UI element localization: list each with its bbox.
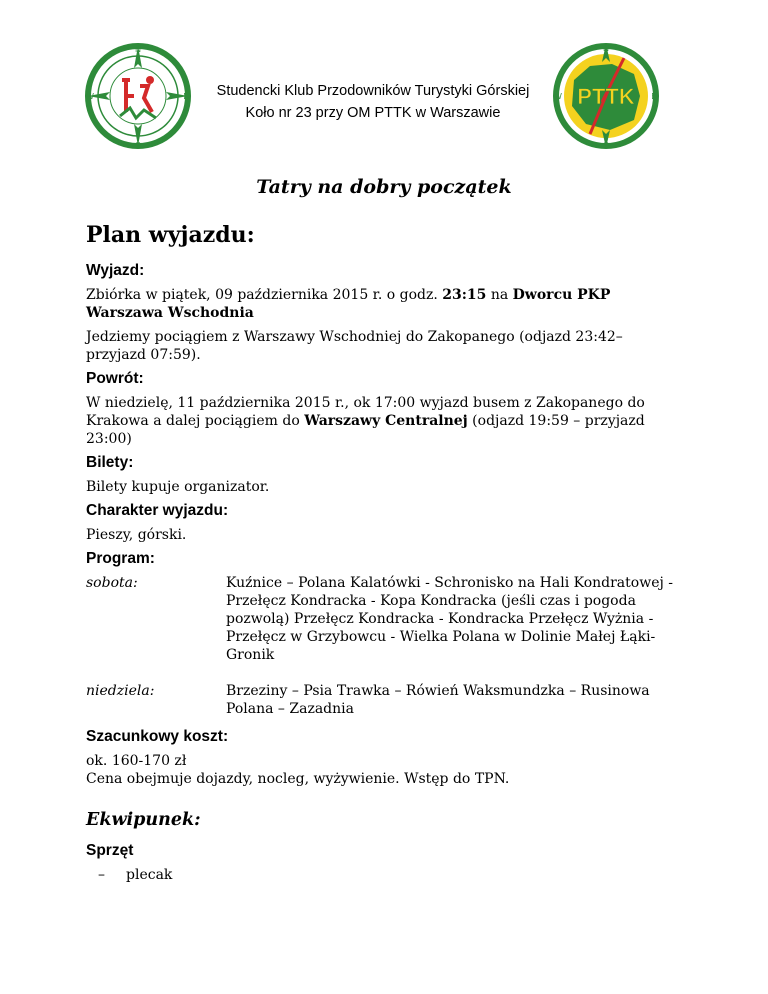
document-title: Tatry na dobry początek [256,176,512,198]
list-dash: – [98,867,105,883]
section-bilety [86,454,686,496]
powrot-text [86,394,686,448]
koszt-heading: Szacunkowy koszt: [86,728,229,745]
koszt-amount: ok. 160-170 zł [86,753,187,769]
powrot-text-suffix: (odjazd 19:59 – przyjazd 23:00) [86,413,645,447]
wyjazd-meeting-text [86,286,686,322]
program-route: Brzeziny – Psia Trawka – Rówień Waksmundzka – Rusinowa Polana – Zazadnia [226,683,650,717]
skpg-club-logo-icon [82,40,194,152]
pttk-mark: PTTK [577,84,635,109]
powrot-heading: Powrót: [86,370,144,387]
wyjazd-train-text: Jedziemy pociągiem z Warszawy Wschodniej do Zakopanego (odjazd 23:42– przyjazd 07:59). [86,329,623,363]
program-route: Kuźnice – Polana Kalatówki - Schronisko na Hali Kondratowej - Przełęcz Kondracka - Kopa Kondracka (jeśli czas i pogoda pozwolą) Przełęcz Kondracka - Kondracka Przełęcz Wyżnia - Przełęcz w Grzybowcu - Wielka Polana w Dolinie Małej Łąki- Gronik [226,575,674,663]
koszt-includes: Cena obejmuje dojazdy, nocleg, wyżywienie. Wstęp do TPN. [86,771,510,787]
svg-text:S: S [135,141,141,150]
plan-heading: Plan wyjazdu: [86,222,255,248]
club-name: Studencki Klub Przodowników Turystyki Górskiej [216,83,530,99]
club-branch: Koło nr 23 przy OM PTTK w Warszawie [245,105,501,121]
bilety-heading: Bilety: [86,454,134,471]
svg-text:W: W [86,92,94,101]
charakter-text: Pieszy, górski. [86,527,187,543]
section-charakter [86,502,686,544]
charakter-heading: Charakter wyjazdu: [86,502,229,519]
wyjazd-heading: Wyjazd: [86,262,145,279]
program-row [86,682,686,718]
svg-text:S: S [603,141,609,150]
program-heading: Program: [86,550,155,567]
club-header [196,80,550,124]
program-day: niedziela: [86,683,155,699]
program-day: sobota: [86,575,138,591]
bilety-text: Bilety kupuje organizator. [86,479,270,495]
wyjazd-meeting-prefix: Zbiórka w piątek, 09 października 2015 r. o godz. [86,287,443,303]
svg-text:W: W [554,92,562,101]
return-station: Warszawy Centralnej [304,413,468,429]
svg-text:E: E [183,92,189,101]
wyjazd-meeting-on: na [486,287,513,303]
svg-text:N: N [135,45,141,54]
section-koszt [86,728,686,788]
meeting-time: 23:15 [442,287,487,303]
meeting-place: Dworcu PKP Warszawa Wschodnia [86,287,611,321]
list-item-label: plecak [126,867,173,883]
sprzet-heading: Sprzęt [86,842,134,859]
document-content [86,222,686,884]
svg-text:N: N [603,44,609,53]
svg-text:E: E [651,92,657,101]
section-program [86,550,686,718]
pttk-logo-icon [550,40,662,152]
list-item [98,866,686,884]
program-row [86,574,686,664]
section-powrot [86,370,686,448]
powrot-text-prefix: W niedzielę, 11 października 2015 r., ok 17:00 wyjazd busem z Zakopanego do Krakowa a dalej pociągiem do [86,395,645,429]
section-wyjazd [86,262,686,364]
ekwipunek-heading: Ekwipunek: [86,810,201,830]
